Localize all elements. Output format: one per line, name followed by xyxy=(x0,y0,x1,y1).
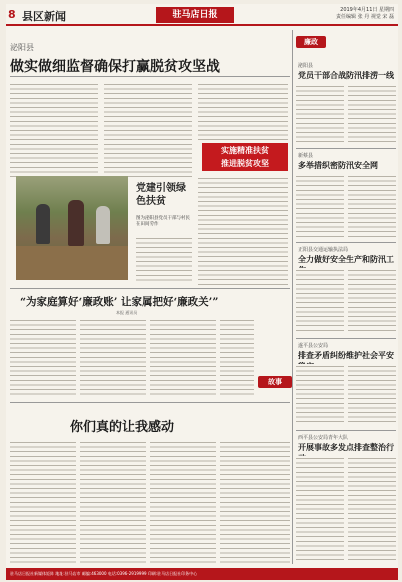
right-item-body xyxy=(296,456,344,562)
divider xyxy=(10,402,290,403)
top-story-body-col4 xyxy=(198,176,288,286)
top-story-body-col2 xyxy=(104,82,192,180)
divider xyxy=(296,242,396,243)
header-editor: 责任编辑 张 丹 视觉 宋 磊 xyxy=(336,14,394,20)
bottom-story-body-col3 xyxy=(150,440,216,564)
middle-story-body-col2 xyxy=(80,318,146,396)
right-item-region: 西平县公安局青年大队 xyxy=(298,435,349,441)
photo-person xyxy=(68,200,84,246)
page-header xyxy=(6,4,398,26)
bottom-story-headline: 你们真的让我感动 xyxy=(70,420,175,435)
divider xyxy=(296,148,396,149)
right-item-body xyxy=(296,84,344,144)
banner-line-1: 实施精准扶贫 xyxy=(221,146,269,155)
column-divider xyxy=(292,30,293,564)
page-footer: 驻马店日报社新媒体矩阵 地址:驻马店市 邮编:463000 电话:0396-2919999 印刷:驻马店日报社印务中心 xyxy=(6,568,398,580)
top-story-body-col3 xyxy=(198,82,288,140)
right-column-header xyxy=(296,36,396,48)
right-item-body xyxy=(348,456,396,562)
photo-person xyxy=(96,206,110,244)
top-story-body-col1 xyxy=(10,82,98,180)
header-date: 2019年4月11日 星期四 xyxy=(340,7,394,13)
right-item-body xyxy=(348,84,396,144)
photo-caption: 图为泌阳县党员干部与村民在田间劳作 xyxy=(136,216,190,227)
right-item-body xyxy=(348,268,396,334)
right-column-badge: 廉政 xyxy=(296,36,326,48)
right-item-headline: 全力做好安全生产和防汛工 xyxy=(298,254,394,264)
right-item-body xyxy=(296,364,344,426)
bottom-story-body-col1 xyxy=(10,440,76,564)
divider xyxy=(10,288,290,289)
banner-line-2: 推进脱贫攻坚 xyxy=(221,159,269,168)
section-title: 县区新闻 xyxy=(22,10,66,23)
right-item-region: 遂平县公安局 xyxy=(298,343,329,349)
right-item-region: 泌阳县 xyxy=(298,63,314,69)
bottom-story-body-col4 xyxy=(220,440,290,564)
right-item-body xyxy=(296,174,344,238)
right-item-headline: 党员干部合战防汛排涝一线 xyxy=(298,70,394,80)
right-item-region: 新蔡县 xyxy=(298,153,314,159)
middle-story-headline: “为家庭算好‘廉政账’ 让家属把好‘廉政关’” xyxy=(20,296,219,308)
masthead-logo: 驻马店日报 xyxy=(156,7,234,23)
photo-person xyxy=(36,204,50,244)
news-photo xyxy=(16,176,128,280)
top-story-headline: 做实做细监督确保打赢脱贫攻坚战 xyxy=(10,59,220,75)
right-item-headline: 排查矛盾纠纷维护社会平安 xyxy=(298,350,394,360)
middle-story-body-col3 xyxy=(150,318,216,396)
divider xyxy=(296,430,396,431)
header-meta xyxy=(336,7,394,21)
middle-story-byline: 本报 通讯员 xyxy=(116,310,138,315)
bottom-story-body-col2 xyxy=(80,440,146,564)
caption-body xyxy=(136,236,192,282)
middle-story-body-col4 xyxy=(220,318,254,396)
photo-ground xyxy=(16,246,128,280)
right-item-body xyxy=(348,174,396,238)
right-item-region: 正阳县交通运输执法局 xyxy=(298,247,349,253)
newspaper-page xyxy=(6,4,398,580)
middle-story-body-col1 xyxy=(10,318,76,396)
right-item-body xyxy=(296,268,344,334)
divider xyxy=(10,76,290,77)
campaign-banner xyxy=(202,143,288,171)
right-item-body xyxy=(348,364,396,426)
divider xyxy=(296,338,396,339)
photo-title: 党建引领绿色扶贫 xyxy=(136,183,186,207)
right-item-headline: 多举措织密防汛安全网 xyxy=(298,160,378,170)
story-section-badge: 故事 xyxy=(258,376,292,388)
story-region-label: 泌阳县 xyxy=(10,43,34,52)
page-number: 8 xyxy=(8,8,16,21)
right-item-headline: 开展事故多发点排查整治行 xyxy=(298,442,394,452)
